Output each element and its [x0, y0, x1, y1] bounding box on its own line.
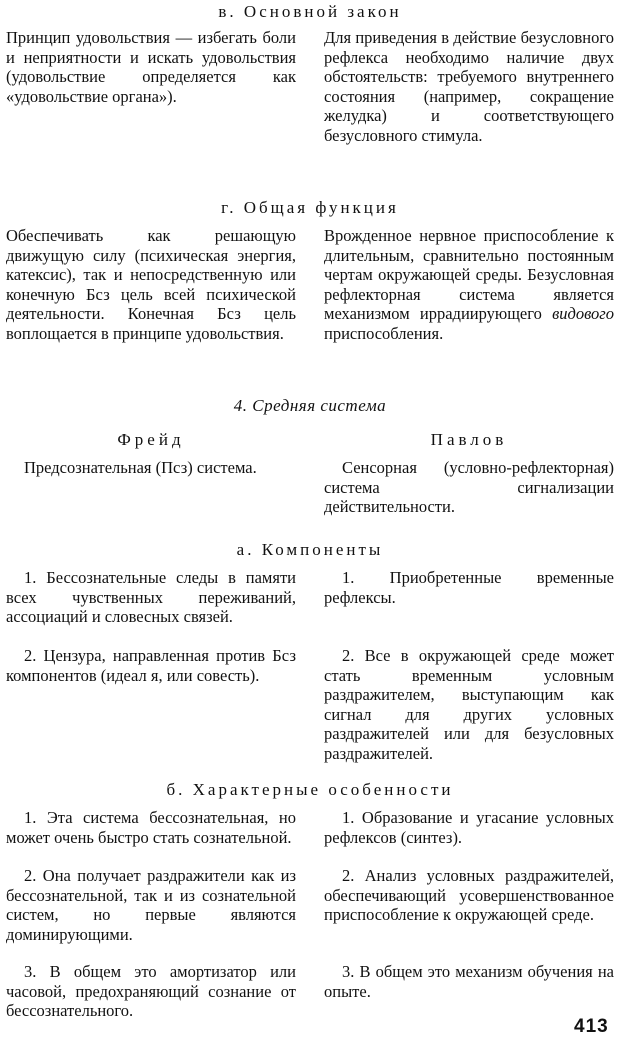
section-heading-components: а. Компоненты [236, 540, 384, 559]
pavlov-general-function-italic: видового [552, 304, 614, 324]
section-heading-middle-system: 4. Средняя система [233, 396, 387, 415]
pavlov-component-1: 1. Приобретенные временные рефлексы. [324, 568, 614, 607]
freud-characteristic-3: 3. В общем это амортизатор или часовой, предохраняющий сознание от бессознательного. [6, 962, 296, 1021]
section-heading-basic-law: в. Основной закон [218, 2, 402, 21]
pavlov-general-function-part1: Врожденное нервное приспособление к длительным, сравнительно постоянным чертам окружающей среды. Безусловная рефлекторная система является механизмом иррадиирующего [324, 226, 614, 324]
freud-component-1: 1. Бессознательные следы в памяти всех чувственных переживаний, ассоциаций и словесных связей. [6, 568, 296, 627]
pavlov-general-function-text [324, 226, 614, 344]
freud-general-function-text: Обеспечивать как решающую движущую силу (психическая энергия, катексис), так и непосредственную или конечную Бсз цель всей психической деятельности. Конечная Бсз цель воплощается в принципе удовольствия. [6, 226, 296, 343]
pavlov-characteristic-2: 2. Анализ условных раздражителей, обеспечивающий усовершенствованное приспособление к окружающей среде. [324, 866, 614, 925]
section-heading-characteristics: б. Характерные особенности [166, 780, 454, 799]
page-number: 413 [574, 1016, 609, 1037]
section-heading-general-function: г. Общая функция [221, 198, 399, 217]
column-head-freud: Фрейд [117, 430, 185, 449]
pavlov-basic-law-text: Для приведения в действие безусловного рефлекса необходимо наличие двух обстоятельств: требуемого внутреннего состояния (например, сокращение желудка) и соответствующего безусловного стимула. [324, 28, 614, 145]
pavlov-component-2: 2. Все в окружающей среде может стать временным условным раздражителем, выступающим как сигнал для других условных раздражителей или для безусловных раздражителей. [324, 646, 614, 763]
pavlov-general-function-part2: приспособления. [324, 323, 444, 343]
pavlov-characteristic-3: 3. В общем это механизм обучения на опыте. [324, 962, 614, 1001]
column-head-pavlov: Павлов [430, 430, 508, 449]
freud-basic-law-text: Принцип удовольствия — избегать боли и неприятности и искать удовольствия (удовольствие определяется как «удовольствие органа»). [6, 28, 296, 106]
freud-middle-system-text: Предсознательная (Псз) система. [24, 458, 257, 477]
pavlov-characteristic-1: 1. Образование и угасание условных рефлексов (синтез). [324, 808, 614, 847]
freud-characteristic-1: 1. Эта система бессознательная, но может очень быстро стать сознательной. [6, 808, 296, 847]
freud-component-2: 2. Цензура, направленная против Бсз компонентов (идеал я, или совесть). [6, 646, 296, 685]
freud-characteristic-2: 2. Она получает раздражители как из бессознательной, так и из сознательной систем, но первые являются доминирующими. [6, 866, 296, 944]
pavlov-middle-system-text: Сенсорная (условно-рефлекторная) система сигнализации действительности. [324, 458, 614, 517]
